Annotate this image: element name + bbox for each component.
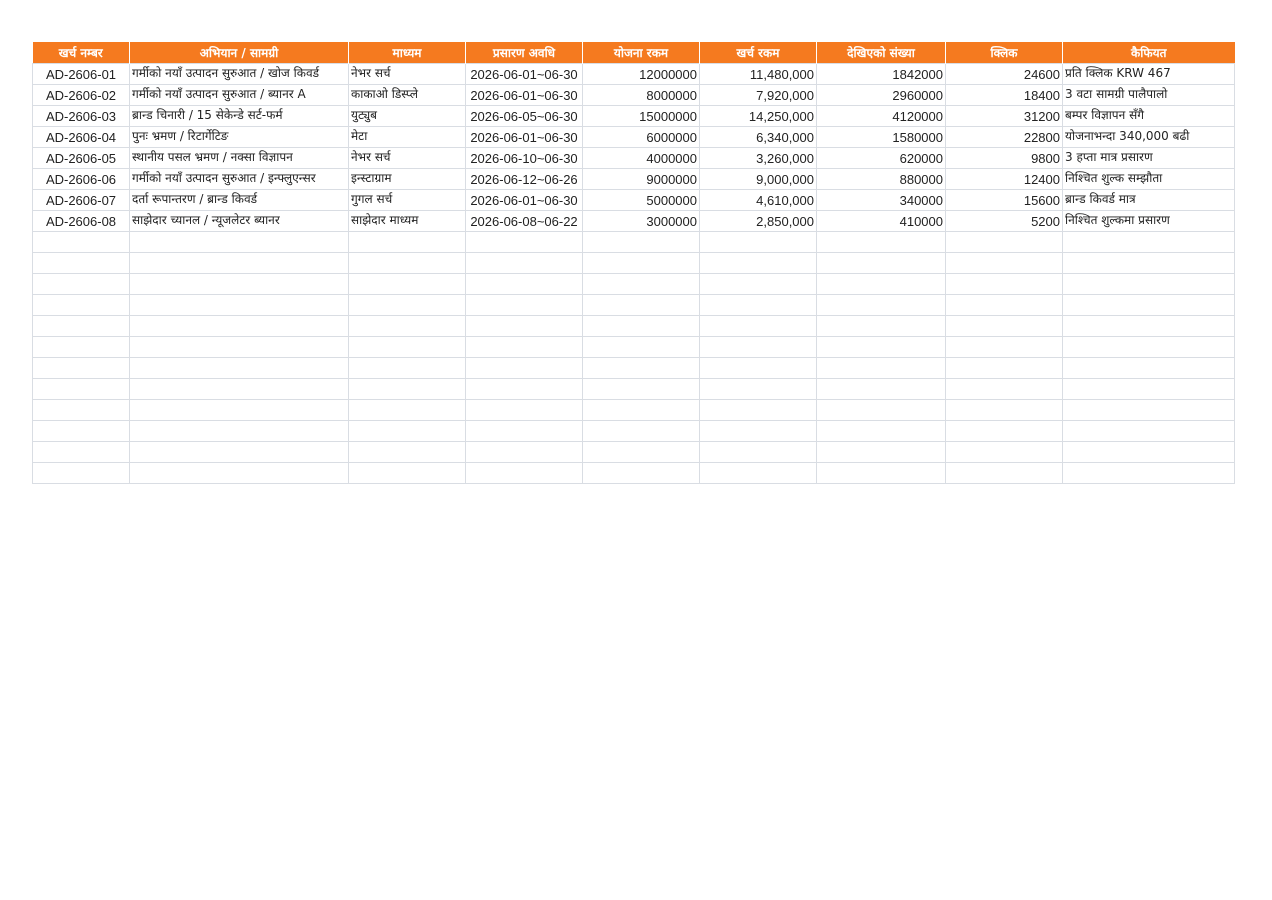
empty-cell[interactable] [33,232,130,253]
empty-cell[interactable] [817,463,946,484]
empty-cell[interactable] [466,442,583,463]
empty-cell[interactable] [946,442,1063,463]
empty-cell[interactable] [700,316,817,337]
empty-row [33,316,1235,337]
cell-remarks[interactable]: बम्पर विज्ञापन सँगै [1063,106,1235,127]
empty-cell[interactable] [700,274,817,295]
header-clicks[interactable]: क्लिक [946,42,1063,64]
empty-cell[interactable] [583,316,700,337]
table-row [33,190,1235,211]
table-row [33,64,1235,85]
empty-cell[interactable] [817,421,946,442]
empty-cell[interactable] [349,274,466,295]
empty-cell[interactable] [817,400,946,421]
cell-expense-no[interactable]: AD-2606-02 [33,85,130,106]
cell-expense-no[interactable]: AD-2606-08 [33,211,130,232]
empty-cell[interactable] [583,295,700,316]
empty-cell[interactable] [130,400,349,421]
table-row [33,169,1235,190]
empty-cell[interactable] [349,379,466,400]
empty-row [33,274,1235,295]
cell-spent-amount[interactable]: 7,920,000 [700,85,817,106]
cell-expense-no[interactable]: AD-2606-04 [33,127,130,148]
empty-cell[interactable] [700,400,817,421]
cell-expense-no[interactable]: AD-2606-06 [33,169,130,190]
table-row [33,85,1235,106]
empty-cell[interactable] [817,253,946,274]
cell-media[interactable]: मेटा [349,127,466,148]
empty-row [33,253,1235,274]
empty-cell[interactable] [349,442,466,463]
empty-cell[interactable] [946,316,1063,337]
cell-planned-amount[interactable]: 12000000 [583,64,700,85]
empty-cell[interactable] [349,400,466,421]
cell-remarks[interactable]: 3 वटा सामग्री पालैपालो [1063,85,1235,106]
empty-cell[interactable] [946,253,1063,274]
cell-planned-amount[interactable]: 4000000 [583,148,700,169]
empty-cell[interactable] [1063,337,1235,358]
empty-cell[interactable] [583,442,700,463]
empty-cell[interactable] [583,358,700,379]
empty-cell[interactable] [1063,421,1235,442]
cell-planned-amount[interactable]: 8000000 [583,85,700,106]
cell-impressions[interactable]: 620000 [817,148,946,169]
empty-cell[interactable] [466,400,583,421]
cell-campaign[interactable]: साझेदार च्यानल / न्यूजलेटर ब्यानर [130,211,349,232]
empty-row [33,421,1235,442]
cell-spent-amount[interactable]: 6,340,000 [700,127,817,148]
empty-cell[interactable] [130,379,349,400]
cell-impressions[interactable]: 410000 [817,211,946,232]
empty-cell[interactable] [33,316,130,337]
cell-period[interactable]: 2026-06-01~06-30 [466,127,583,148]
cell-remarks[interactable]: योजनाभन्दा 340,000 बढी [1063,127,1235,148]
empty-cell[interactable] [33,337,130,358]
empty-cell[interactable] [817,358,946,379]
header-media[interactable]: माध्यम [349,42,466,64]
empty-cell[interactable] [466,379,583,400]
empty-row [33,463,1235,484]
empty-cell[interactable] [817,337,946,358]
empty-cell[interactable] [700,358,817,379]
empty-cell[interactable] [33,442,130,463]
empty-cell[interactable] [130,274,349,295]
empty-row [33,379,1235,400]
cell-period[interactable]: 2026-06-01~06-30 [466,64,583,85]
empty-cell[interactable] [946,337,1063,358]
empty-cell[interactable] [817,442,946,463]
empty-cell[interactable] [466,253,583,274]
empty-cell[interactable] [946,463,1063,484]
empty-cell[interactable] [130,316,349,337]
empty-row [33,400,1235,421]
cell-clicks[interactable]: 12400 [946,169,1063,190]
table-row [33,211,1235,232]
empty-cell[interactable] [466,295,583,316]
cell-campaign[interactable]: ब्रान्ड चिनारी / 15 सेकेन्डे सर्ट-फर्म [130,106,349,127]
empty-cell[interactable] [1063,295,1235,316]
table-row [33,106,1235,127]
cell-period[interactable]: 2026-06-01~06-30 [466,190,583,211]
cell-impressions[interactable]: 2960000 [817,85,946,106]
cell-spent-amount[interactable]: 3,260,000 [700,148,817,169]
empty-cell[interactable] [130,358,349,379]
cell-impressions[interactable]: 880000 [817,169,946,190]
empty-cell[interactable] [583,379,700,400]
cell-planned-amount[interactable]: 15000000 [583,106,700,127]
empty-cell[interactable] [946,379,1063,400]
empty-cell[interactable] [583,463,700,484]
table-body [33,64,1235,484]
empty-cell[interactable] [466,463,583,484]
empty-cell[interactable] [349,463,466,484]
cell-remarks[interactable]: निश्चित शुल्कमा प्रसारण [1063,211,1235,232]
cell-campaign[interactable]: गर्मीको नयाँ उत्पादन सुरुआत / इन्फ्लुएन्सर [130,169,349,190]
empty-cell[interactable] [583,274,700,295]
empty-cell[interactable] [1063,358,1235,379]
empty-cell[interactable] [700,337,817,358]
empty-cell[interactable] [130,421,349,442]
empty-cell[interactable] [33,400,130,421]
cell-period[interactable]: 2026-06-05~06-30 [466,106,583,127]
cell-impressions[interactable]: 4120000 [817,106,946,127]
empty-cell[interactable] [349,337,466,358]
empty-cell[interactable] [817,295,946,316]
header-expense-no[interactable]: खर्च नम्बर [33,42,130,64]
empty-cell[interactable] [700,295,817,316]
cell-impressions[interactable]: 1842000 [817,64,946,85]
empty-cell[interactable] [349,295,466,316]
header-planned-amount[interactable]: योजना रकम [583,42,700,64]
empty-cell[interactable] [946,400,1063,421]
cell-impressions[interactable]: 340000 [817,190,946,211]
cell-spent-amount[interactable]: 9,000,000 [700,169,817,190]
empty-cell[interactable] [33,274,130,295]
header-remarks[interactable]: कैफियत [1063,42,1235,64]
empty-cell[interactable] [946,295,1063,316]
cell-media[interactable]: गुगल सर्च [349,190,466,211]
empty-cell[interactable] [1063,379,1235,400]
empty-cell[interactable] [1063,463,1235,484]
cell-campaign[interactable]: पुनः भ्रमण / रिटार्गेटिङ [130,127,349,148]
empty-cell[interactable] [130,232,349,253]
empty-cell[interactable] [700,379,817,400]
cell-remarks[interactable]: 3 हप्ता मात्र प्रसारण [1063,148,1235,169]
empty-cell[interactable] [1063,253,1235,274]
cell-planned-amount[interactable]: 6000000 [583,127,700,148]
cell-remarks[interactable]: प्रति क्लिक KRW 467 [1063,64,1235,85]
empty-cell[interactable] [33,463,130,484]
empty-cell[interactable] [349,358,466,379]
cell-expense-no[interactable]: AD-2606-03 [33,106,130,127]
cell-media[interactable]: नेभर सर्च [349,148,466,169]
cell-media[interactable]: साझेदार माध्यम [349,211,466,232]
empty-cell[interactable] [130,442,349,463]
cell-planned-amount[interactable]: 9000000 [583,169,700,190]
empty-row [33,337,1235,358]
cell-expense-no[interactable]: AD-2606-07 [33,190,130,211]
empty-cell[interactable] [700,421,817,442]
empty-cell[interactable] [466,274,583,295]
empty-cell[interactable] [700,463,817,484]
cell-media[interactable]: इन्स्टाग्राम [349,169,466,190]
empty-cell[interactable] [583,421,700,442]
empty-cell[interactable] [349,421,466,442]
empty-cell[interactable] [130,295,349,316]
cell-clicks[interactable]: 18400 [946,85,1063,106]
empty-cell[interactable] [466,316,583,337]
table-row [33,127,1235,148]
empty-cell[interactable] [130,463,349,484]
empty-cell[interactable] [1063,232,1235,253]
empty-cell[interactable] [1063,274,1235,295]
empty-cell[interactable] [1063,316,1235,337]
cell-clicks[interactable]: 5200 [946,211,1063,232]
cell-period[interactable]: 2026-06-12~06-26 [466,169,583,190]
empty-cell[interactable] [946,358,1063,379]
cell-media[interactable]: युट्युब [349,106,466,127]
empty-cell[interactable] [33,253,130,274]
cell-period[interactable]: 2026-06-01~06-30 [466,85,583,106]
empty-cell[interactable] [33,295,130,316]
cell-planned-amount[interactable]: 5000000 [583,190,700,211]
cell-planned-amount[interactable]: 3000000 [583,211,700,232]
empty-cell[interactable] [1063,442,1235,463]
empty-cell[interactable] [33,421,130,442]
cell-expense-no[interactable]: AD-2606-01 [33,64,130,85]
empty-cell[interactable] [33,379,130,400]
cell-expense-no[interactable]: AD-2606-05 [33,148,130,169]
empty-cell[interactable] [466,421,583,442]
empty-cell[interactable] [583,232,700,253]
empty-cell[interactable] [817,316,946,337]
empty-cell[interactable] [466,358,583,379]
cell-impressions[interactable]: 1580000 [817,127,946,148]
header-campaign[interactable]: अभियान / सामग्री [130,42,349,64]
cell-spent-amount[interactable]: 4,610,000 [700,190,817,211]
cell-campaign[interactable]: गर्मीको नयाँ उत्पादन सुरुआत / ब्यानर A [130,85,349,106]
cell-period[interactable]: 2026-06-10~06-30 [466,148,583,169]
empty-cell[interactable] [349,253,466,274]
cell-clicks[interactable]: 22800 [946,127,1063,148]
empty-cell[interactable] [583,400,700,421]
empty-cell[interactable] [817,274,946,295]
header-period[interactable]: प्रसारण अवधि [466,42,583,64]
empty-cell[interactable] [466,337,583,358]
empty-cell[interactable] [349,232,466,253]
cell-remarks[interactable]: निश्चित शुल्क सम्झौता [1063,169,1235,190]
empty-cell[interactable] [946,232,1063,253]
empty-cell[interactable] [700,442,817,463]
empty-cell[interactable] [946,274,1063,295]
empty-cell[interactable] [817,232,946,253]
cell-campaign[interactable]: स्थानीय पसल भ्रमण / नक्सा विज्ञापन [130,148,349,169]
empty-row [33,442,1235,463]
cell-campaign[interactable]: गर्मीको नयाँ उत्पादन सुरुआत / खोज किवर्ड [130,64,349,85]
cell-campaign[interactable]: दर्ता रूपान्तरण / ब्रान्ड किवर्ड [130,190,349,211]
empty-cell[interactable] [466,232,583,253]
empty-cell[interactable] [700,232,817,253]
cell-remarks[interactable]: ब्रान्ड किवर्ड मात्र [1063,190,1235,211]
ad-spend-table [32,42,1235,484]
empty-cell[interactable] [817,379,946,400]
cell-clicks[interactable]: 15600 [946,190,1063,211]
cell-spent-amount[interactable]: 11,480,000 [700,64,817,85]
empty-cell[interactable] [700,253,817,274]
header-spent-amount[interactable]: खर्च रकम [700,42,817,64]
empty-cell[interactable] [583,253,700,274]
cell-clicks[interactable]: 24600 [946,64,1063,85]
empty-row [33,358,1235,379]
cell-media[interactable]: नेभर सर्च [349,64,466,85]
cell-clicks[interactable]: 31200 [946,106,1063,127]
cell-spent-amount[interactable]: 14,250,000 [700,106,817,127]
empty-cell[interactable] [946,421,1063,442]
cell-period[interactable]: 2026-06-08~06-22 [466,211,583,232]
empty-cell[interactable] [1063,400,1235,421]
empty-row [33,295,1235,316]
empty-cell[interactable] [130,337,349,358]
empty-cell[interactable] [583,337,700,358]
header-impressions[interactable]: देखिएको संख्या [817,42,946,64]
empty-row [33,232,1235,253]
header-row [33,42,1235,64]
empty-cell[interactable] [349,316,466,337]
cell-spent-amount[interactable]: 2,850,000 [700,211,817,232]
cell-clicks[interactable]: 9800 [946,148,1063,169]
cell-media[interactable]: काकाओ डिस्प्ले [349,85,466,106]
table-row [33,148,1235,169]
empty-cell[interactable] [33,358,130,379]
empty-cell[interactable] [130,253,349,274]
